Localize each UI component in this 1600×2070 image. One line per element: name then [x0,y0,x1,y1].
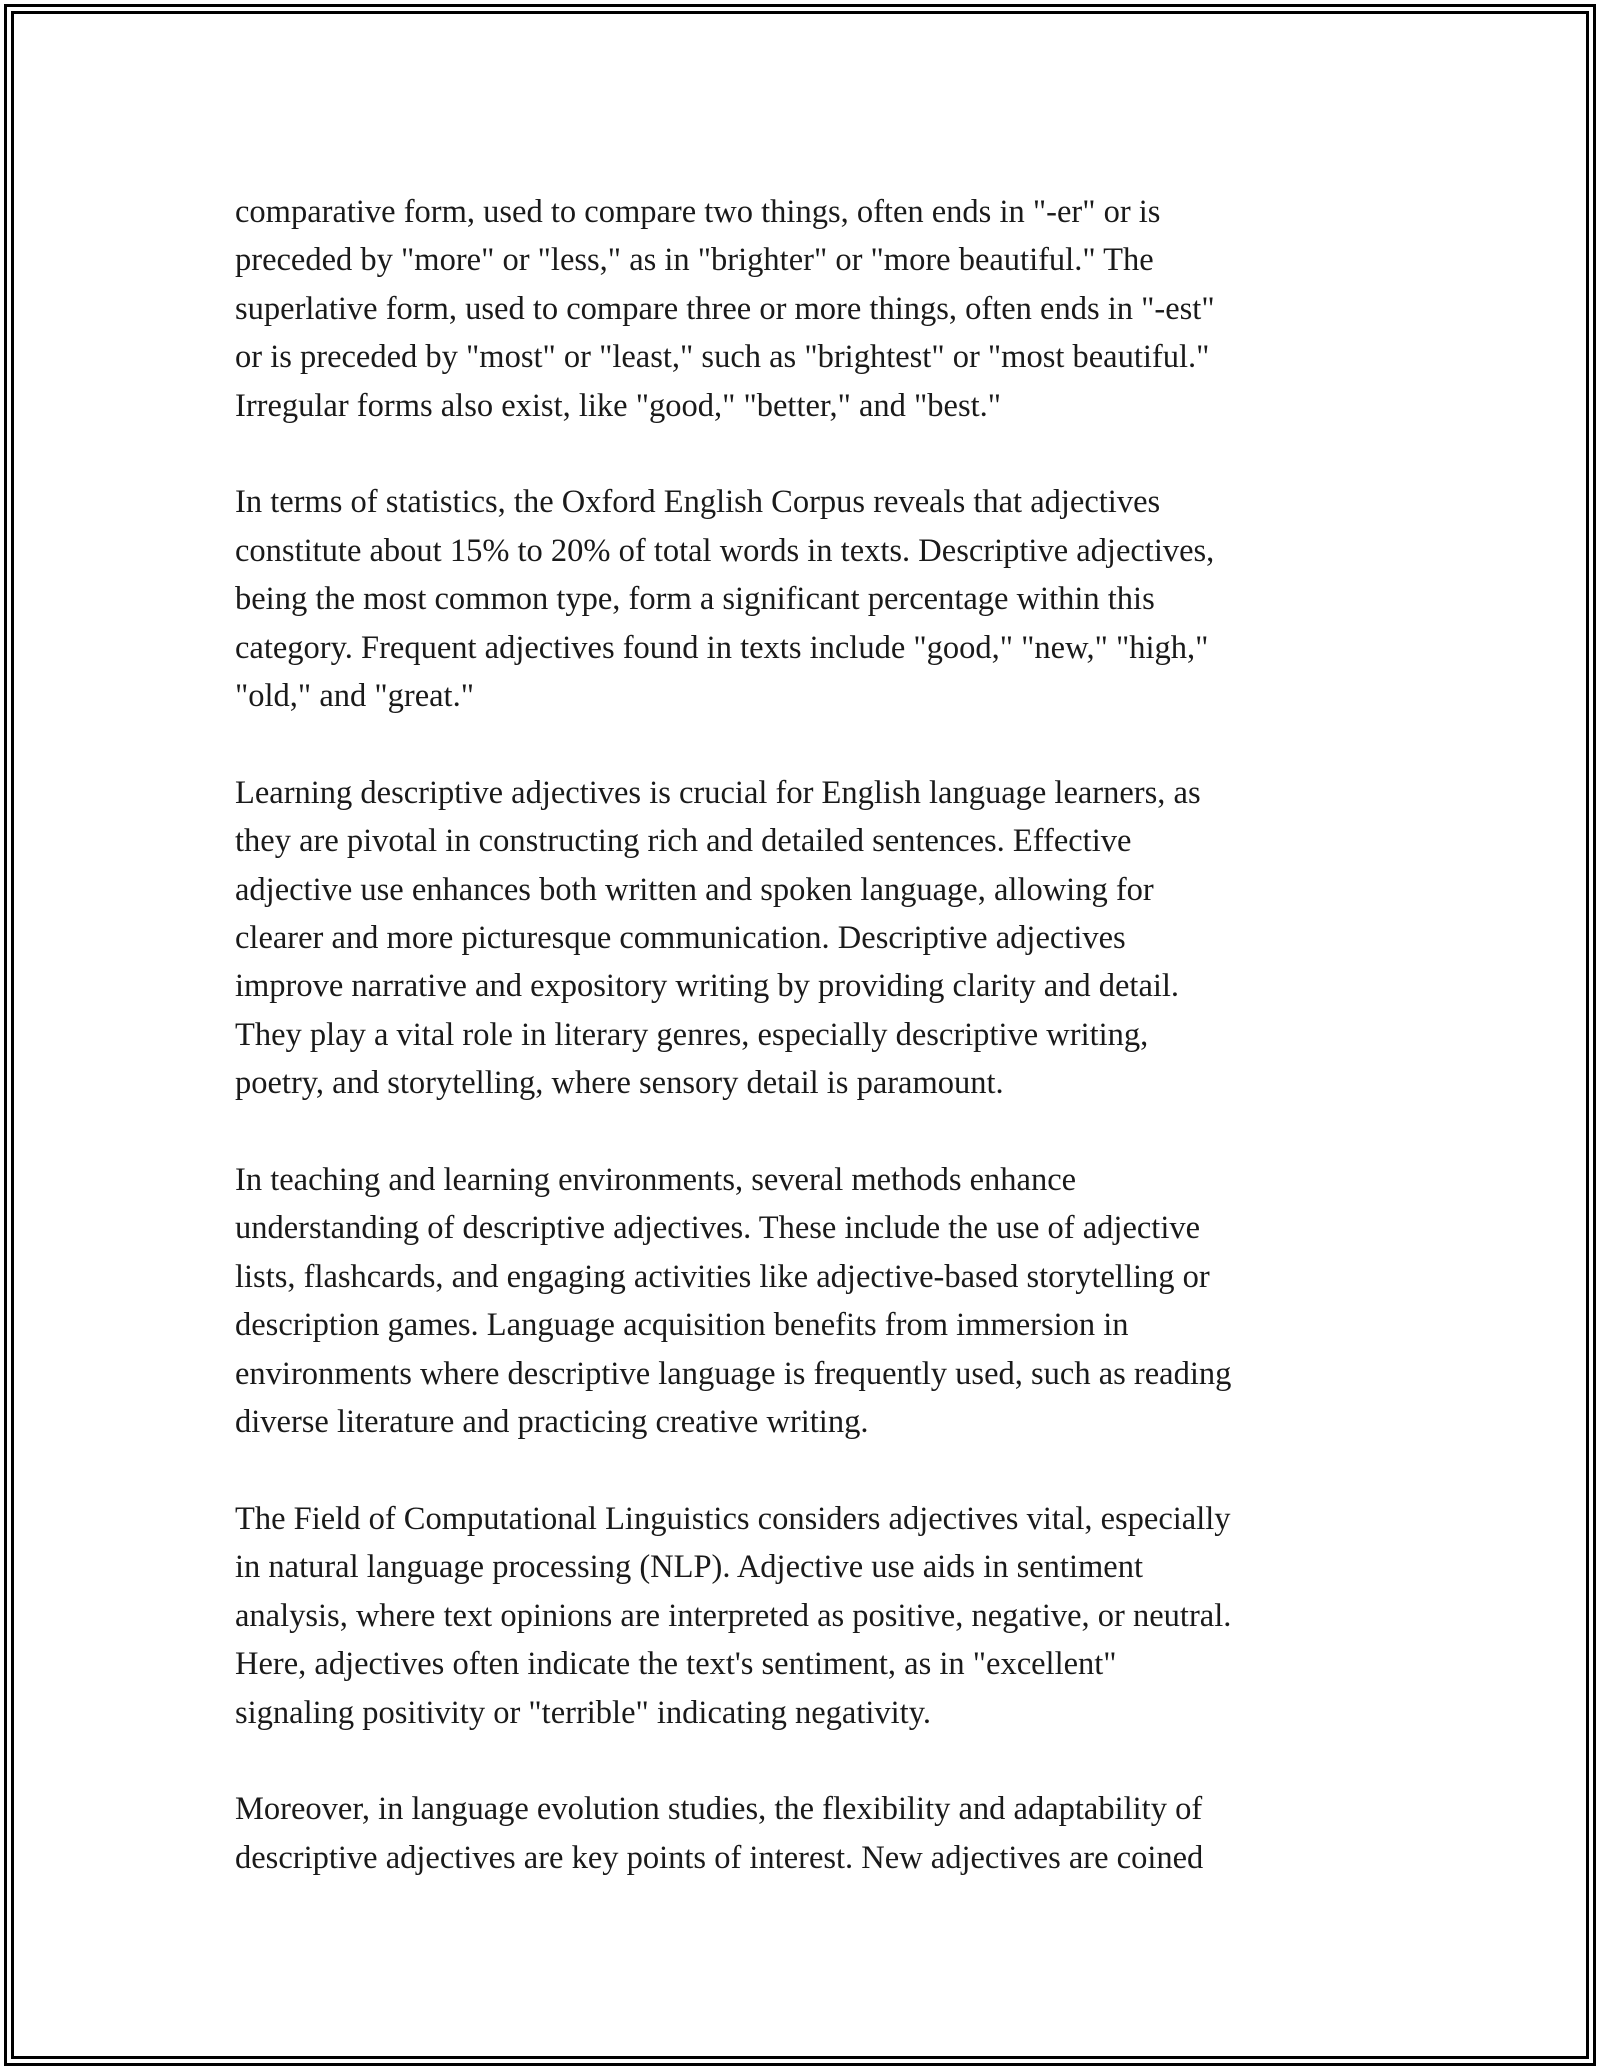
text-line: Moreover, in language evolution studies, the flexibility and adaptability of [235,1791,1203,1828]
text-line: description games. Language acquisition benefits from immersion in [235,1307,1129,1344]
text-line: In terms of statistics, the Oxford English Corpus reveals that adjectives [235,484,1161,521]
text-line: diverse literature and practicing creative writing. [235,1404,869,1441]
text-line: environments where descriptive language is frequently used, such as reading [235,1355,1232,1392]
text-line: lists, flashcards, and engaging activities like adjective-based storytelling or [235,1258,1210,1295]
text-line: preceded by "more" or "less," as in "brighter" or "more beautiful." The [235,242,1154,279]
text-line: comparative form, used to compare two things, often ends in "-er" or is [235,194,1161,230]
text-line: constitute about 15% to 20% of total words in texts. Descriptive adjectives, [235,532,1215,569]
text-line: In teaching and learning environments, several methods enhance [235,1162,1077,1199]
paragraph-comparative-superlative [235,188,1385,430]
text-line: descriptive adjectives are key points of interest. New adjectives are coined [235,1839,1204,1876]
text-line: The Field of Computational Linguistics considers adjectives vital, especially [235,1500,1231,1537]
text-line: clearer and more picturesque communication. Descriptive adjectives [235,920,1126,957]
paragraph-language-learners [235,769,1385,1108]
text-line: poetry, and storytelling, where sensory detail is paramount. [235,1065,1004,1102]
paragraph-computational-linguistics [235,1495,1385,1737]
text-line: they are pivotal in constructing rich and detailed sentences. Effective [235,823,1132,860]
text-line: superlative form, used to compare three or more things, often ends in "-est" [235,290,1215,327]
paragraph-language-evolution [235,1785,1385,1882]
text-line: being the most common type, form a significant percentage within this [235,581,1155,618]
text-line: Irregular forms also exist, like "good," "better," and "best." [235,387,1002,424]
text-line: improve narrative and expository writing by providing clarity and detail. [235,968,1180,1005]
paragraph-statistics [235,478,1385,720]
text-line: category. Frequent adjectives found in texts include "good," "new," "high," [235,629,1209,666]
text-line: Here, adjectives often indicate the text's sentiment, as in "excellent" [235,1646,1117,1683]
text-line: signaling positivity or "terrible" indicating negativity. [235,1694,931,1731]
text-line: adjective use enhances both written and spoken language, allowing for [235,871,1154,908]
text-line: analysis, where text opinions are interpreted as positive, negative, or neutral. [235,1597,1232,1634]
text-line: understanding of descriptive adjectives. These include the use of adjective [235,1210,1201,1247]
text-line: "old," and "great." [235,678,474,715]
paragraph-teaching-methods [235,1156,1385,1446]
document-body [235,188,1385,1882]
text-line: They play a vital role in literary genres, especially descriptive writing, [235,1016,1149,1053]
text-line: or is preceded by "most" or "least," such as "brightest" or "most beautiful." [235,339,1210,376]
text-line: Learning descriptive adjectives is crucial for English language learners, as [235,774,1201,811]
text-line: in natural language processing (NLP). Adjective use aids in sentiment [235,1549,1143,1586]
